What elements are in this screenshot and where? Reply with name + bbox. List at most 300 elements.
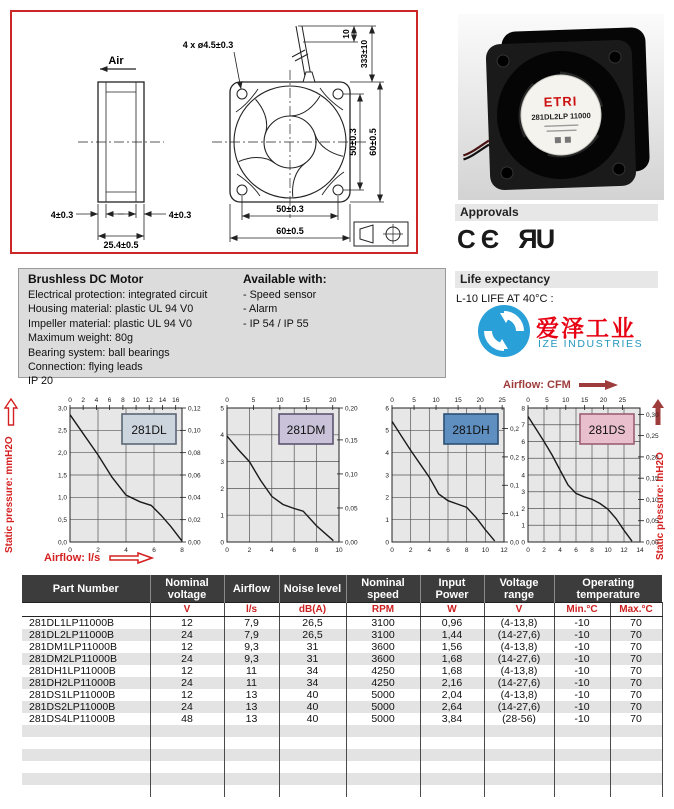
- table-row: [22, 617, 662, 630]
- table-cell: [279, 737, 346, 749]
- chart-281dm: [207, 396, 359, 566]
- approvals-header: Approvals: [455, 204, 658, 221]
- table-cell: 13: [224, 689, 279, 701]
- mmh2o-up-arrow-icon: [3, 397, 19, 427]
- svg-text:4: 4: [558, 547, 562, 554]
- svg-text:0: 0: [68, 547, 72, 554]
- table-row: [22, 677, 662, 689]
- table-cell: [484, 725, 554, 737]
- svg-text:4: 4: [94, 397, 99, 404]
- spec-line: Electrical protection: integrated circuit: [28, 289, 208, 301]
- fan-curve-chart-svg: [508, 396, 660, 566]
- table-cell: 13: [224, 713, 279, 725]
- table-cell: [224, 725, 279, 737]
- table-cell: 70: [610, 665, 662, 677]
- svg-text:2: 2: [81, 397, 85, 404]
- svg-text:0: 0: [521, 539, 525, 547]
- svg-text:0,0: 0,0: [510, 539, 520, 547]
- table-row: [22, 641, 662, 653]
- spec-line: Connection: flying leads: [28, 361, 143, 374]
- available-option: - IP 54 / IP 55: [243, 317, 309, 330]
- table-cell: [554, 749, 610, 761]
- table-cell: 12: [150, 641, 224, 653]
- part-number-cell: 281DM1LP11000B: [29, 641, 117, 653]
- table-cell: 2,64: [420, 701, 484, 713]
- part-number-cell: 281DS2LP11000B: [29, 701, 116, 713]
- table-cell: [346, 749, 420, 761]
- table-cell: 40: [279, 701, 346, 713]
- table-cell: [420, 773, 484, 785]
- table-cell: 26,5: [279, 629, 346, 641]
- ul-recognized-mark: ЯU: [518, 224, 554, 254]
- table-cell: 9,3: [224, 653, 279, 665]
- dim-50-vertical: 50±0.3: [348, 128, 358, 156]
- table-cell: [554, 785, 610, 797]
- svg-text:2: 2: [385, 494, 389, 502]
- table-row: [22, 689, 662, 701]
- table-cell: 12: [150, 665, 224, 677]
- table-cell: -10: [554, 641, 610, 653]
- empty-row: [22, 773, 662, 785]
- svg-text:0: 0: [220, 539, 224, 547]
- spec-lines: [28, 288, 228, 389]
- table-cell: [420, 737, 484, 749]
- table-cell: -10: [554, 653, 610, 665]
- table-cell: [346, 737, 420, 749]
- table-row: [22, 701, 662, 713]
- available-option: - Speed sensor: [243, 289, 317, 301]
- part-number-cell: 281DS1LP11000B: [29, 689, 116, 701]
- svg-text:0,04: 0,04: [188, 494, 201, 502]
- svg-text:0,00: 0,00: [345, 539, 358, 547]
- svg-text:2,0: 2,0: [57, 450, 67, 458]
- table-cell: 9,3: [224, 641, 279, 653]
- table-cell: [420, 725, 484, 737]
- table-cell: 4250: [346, 665, 420, 677]
- fan-curve-chart-svg: [207, 396, 359, 566]
- lead-wires: [292, 26, 315, 82]
- table-cell: 13: [224, 701, 279, 713]
- svg-text:0,05: 0,05: [345, 505, 358, 513]
- svg-text:0,02: 0,02: [188, 517, 201, 525]
- chart-281dh: [372, 396, 524, 566]
- svg-text:0,05: 0,05: [646, 518, 659, 526]
- table-cell: 0,96: [420, 617, 484, 630]
- dim-4-left: 4±0.3: [50, 210, 74, 220]
- svg-text:4: 4: [220, 432, 224, 440]
- table-cell: [610, 785, 662, 797]
- part-number-cell: 281DM2LP11000B: [29, 653, 117, 665]
- table-cell: [484, 785, 554, 797]
- svg-text:1: 1: [521, 522, 525, 530]
- air-flow-label: Air: [108, 55, 124, 67]
- svg-text:20: 20: [599, 397, 608, 404]
- table-cell: [224, 749, 279, 761]
- column-header: Part Number: [22, 575, 150, 603]
- svg-text:12: 12: [145, 397, 153, 404]
- fan-model-label: 281DL2LP 11000: [531, 110, 591, 123]
- cfm-arrow-icon: [579, 379, 619, 391]
- table-cell: 24: [150, 677, 224, 689]
- table-cell: 3100: [346, 629, 420, 641]
- svg-text:2: 2: [96, 547, 100, 554]
- svg-text:4: 4: [427, 547, 432, 554]
- svg-text:6: 6: [292, 547, 297, 554]
- table-cell: 70: [610, 653, 662, 665]
- table-cell: (14-27,6): [484, 629, 554, 641]
- chart-label: 281DS: [588, 423, 626, 437]
- table-cell: 24: [150, 629, 224, 641]
- table-cell: (14-27,6): [484, 701, 554, 713]
- performance-table: [22, 575, 663, 797]
- part-number-cell: [22, 737, 150, 749]
- part-number-cell: 281DH2LP11000B: [29, 677, 116, 689]
- unit-cell: [22, 603, 150, 617]
- svg-text:6: 6: [152, 547, 156, 554]
- empty-row: [22, 749, 662, 761]
- svg-text:7: 7: [521, 422, 525, 430]
- part-number-cell: [22, 785, 150, 797]
- svg-text:8: 8: [464, 547, 469, 554]
- svg-text:5: 5: [220, 405, 224, 413]
- table-cell: [610, 749, 662, 761]
- table-cell: [150, 773, 224, 785]
- technical-drawing-panel: [10, 10, 418, 254]
- table-cell: 4250: [346, 677, 420, 689]
- table-cell: -10: [554, 665, 610, 677]
- table-cell: (4-13,8): [484, 617, 554, 630]
- available-options: [243, 288, 443, 331]
- table-row: [22, 713, 662, 725]
- unit-cell: W: [420, 603, 484, 617]
- svg-text:0,12: 0,12: [188, 405, 201, 413]
- svg-text:0: 0: [390, 547, 394, 554]
- ize-logo-icon: [476, 303, 532, 359]
- table-cell: 34: [279, 665, 346, 677]
- dim-50-horizontal: 50±0.3: [276, 204, 304, 214]
- table-cell: 3,84: [420, 713, 484, 725]
- table-cell: [346, 785, 420, 797]
- table-cell: (4-13,8): [484, 665, 554, 677]
- table-cell: [279, 761, 346, 773]
- svg-text:0,30: 0,30: [646, 411, 659, 419]
- dim-60-horizontal: 60±0.5: [276, 226, 304, 236]
- dim-holes: 4 x ø4.5±0.3: [182, 40, 234, 50]
- table-cell: [279, 749, 346, 761]
- table-cell: [484, 737, 554, 749]
- table-cell: 7,9: [224, 629, 279, 641]
- svg-text:10: 10: [132, 397, 140, 404]
- table-cell: 11: [224, 677, 279, 689]
- table-cell: -10: [554, 701, 610, 713]
- table-cell: [150, 761, 224, 773]
- svg-text:8: 8: [521, 405, 525, 413]
- svg-text:10: 10: [481, 547, 489, 554]
- airflow-cfm-axis-label: [503, 379, 619, 391]
- svg-text:0,10: 0,10: [345, 471, 358, 479]
- table-cell: (14-27,6): [484, 653, 554, 665]
- table-header-row: [22, 575, 662, 603]
- column-header: Nominal speed: [346, 575, 420, 603]
- svg-text:8: 8: [180, 547, 184, 554]
- table-cell: [346, 773, 420, 785]
- table-cell: 40: [279, 713, 346, 725]
- fan-photo: [458, 14, 664, 200]
- ce-mark: CЄ: [457, 224, 505, 254]
- table-cell: [279, 725, 346, 737]
- svg-text:2: 2: [521, 505, 525, 513]
- svg-text:6: 6: [446, 547, 450, 554]
- svg-text:10: 10: [335, 547, 343, 554]
- approvals-marks: [457, 224, 553, 255]
- table-cell: 2,16: [420, 677, 484, 689]
- svg-text:2: 2: [220, 485, 224, 493]
- spec-title: Brushless DC Motor: [28, 272, 144, 286]
- table-cell: 5000: [346, 689, 420, 701]
- table-cell: 26,5: [279, 617, 346, 630]
- table-cell: [224, 773, 279, 785]
- spec-line: IP 20: [28, 375, 54, 388]
- unit-cell: Min.°C: [554, 603, 610, 617]
- svg-text:4: 4: [269, 547, 274, 554]
- svg-text:0,2: 0,2: [510, 454, 520, 462]
- spec-line: Bearing system: ball bearings: [28, 346, 170, 359]
- table-cell: [484, 749, 554, 761]
- technical-drawing: [12, 12, 412, 248]
- table-cell: 70: [610, 617, 662, 630]
- ize-logo-chinese: 爱泽工业: [536, 315, 636, 341]
- side-view-dimensions: [76, 204, 166, 240]
- table-cell: [224, 737, 279, 749]
- table-cell: 1,68: [420, 653, 484, 665]
- table-cell: (14-27,6): [484, 677, 554, 689]
- svg-text:0: 0: [68, 397, 72, 404]
- svg-text:0: 0: [390, 397, 394, 404]
- table-cell: 70: [610, 713, 662, 725]
- airflow-cfm-text: Airflow: CFM: [503, 379, 571, 391]
- table-row: [22, 629, 662, 641]
- available-option: - Alarm: [243, 303, 278, 316]
- unit-cell: V: [150, 603, 224, 617]
- table-cell: [150, 749, 224, 761]
- table-cell: 1,68: [420, 665, 484, 677]
- column-header: Nominal voltage: [150, 575, 224, 603]
- unit-cell: Max.°C: [610, 603, 662, 617]
- svg-text:5: 5: [385, 427, 389, 435]
- table-cell: 34: [279, 677, 346, 689]
- svg-text:10: 10: [562, 397, 570, 404]
- svg-text:16: 16: [172, 397, 180, 404]
- part-number-cell: [22, 773, 150, 785]
- fan-curve-chart-svg: [50, 396, 202, 566]
- svg-text:14: 14: [636, 547, 644, 554]
- svg-text:4: 4: [521, 472, 525, 480]
- part-number-cell: 281DL1LP11000B: [29, 617, 115, 629]
- chart-label: 281DM: [286, 423, 326, 437]
- table-cell: 70: [610, 677, 662, 689]
- svg-text:0,10: 0,10: [646, 496, 659, 504]
- svg-text:3,0: 3,0: [57, 405, 67, 413]
- table-cell: 7,9: [224, 617, 279, 630]
- table-cell: [279, 773, 346, 785]
- svg-text:5: 5: [545, 397, 549, 404]
- fan-curve-chart-svg: [372, 396, 524, 566]
- unit-cell: dB(A): [279, 603, 346, 617]
- table-cell: [484, 761, 554, 773]
- table-cell: 5000: [346, 701, 420, 713]
- empty-row: [22, 737, 662, 749]
- svg-text:2: 2: [542, 547, 546, 554]
- svg-text:0,5: 0,5: [57, 517, 67, 525]
- svg-text:4: 4: [124, 547, 128, 554]
- svg-text:14: 14: [158, 397, 167, 404]
- svg-text:8: 8: [314, 547, 319, 554]
- unit-cell: RPM: [346, 603, 420, 617]
- column-header: Voltage range: [484, 575, 554, 603]
- svg-text:15: 15: [581, 397, 589, 404]
- table-cell: [346, 761, 420, 773]
- part-number-cell: 281DL2LP11000B: [29, 629, 115, 641]
- svg-text:0: 0: [526, 547, 530, 554]
- svg-text:25: 25: [618, 397, 627, 404]
- dim-10: 10: [341, 29, 351, 39]
- svg-text:20: 20: [329, 397, 337, 404]
- table-cell: 5000: [346, 713, 420, 725]
- column-header: Operating temperature: [554, 575, 662, 603]
- table-cell: [610, 725, 662, 737]
- table-cell: 1,56: [420, 641, 484, 653]
- column-header: Input Power: [420, 575, 484, 603]
- table-cell: [554, 737, 610, 749]
- svg-text:1,0: 1,0: [57, 494, 67, 502]
- svg-text:3: 3: [521, 489, 525, 497]
- table-cell: [150, 725, 224, 737]
- table-cell: 3600: [346, 641, 420, 653]
- svg-text:15: 15: [454, 397, 462, 404]
- svg-text:12: 12: [500, 547, 508, 554]
- spec-line: Maximum weight: 80g: [28, 332, 134, 345]
- dim-60-vertical: 60±0.5: [368, 128, 378, 156]
- svg-text:0,20: 0,20: [345, 405, 358, 413]
- svg-text:1: 1: [385, 517, 389, 525]
- table-cell: [610, 761, 662, 773]
- svg-text:0,1: 0,1: [510, 511, 520, 519]
- empty-row: [22, 725, 662, 737]
- table-cell: [420, 761, 484, 773]
- table-cell: [150, 785, 224, 797]
- svg-text:5: 5: [521, 455, 525, 463]
- table-cell: [554, 761, 610, 773]
- table-cell: 70: [610, 641, 662, 653]
- svg-text:15: 15: [302, 397, 310, 404]
- svg-text:6: 6: [385, 405, 389, 413]
- right-dimensions: [298, 26, 384, 202]
- svg-text:6: 6: [521, 438, 525, 446]
- svg-text:2,5: 2,5: [57, 427, 67, 435]
- table-cell: (4-13,8): [484, 689, 554, 701]
- svg-text:0,1: 0,1: [510, 482, 520, 490]
- table-cell: [346, 725, 420, 737]
- table-cell: 48: [150, 713, 224, 725]
- table-cell: [554, 773, 610, 785]
- table-cell: 70: [610, 701, 662, 713]
- svg-text:25: 25: [498, 397, 506, 404]
- table-cell: 24: [150, 701, 224, 713]
- column-header: Airflow: [224, 575, 279, 603]
- svg-text:0,15: 0,15: [646, 475, 659, 483]
- table-cell: 24: [150, 653, 224, 665]
- table-cell: 12: [150, 689, 224, 701]
- svg-text:0,06: 0,06: [188, 472, 201, 480]
- svg-text:10: 10: [276, 397, 284, 404]
- static-pressure-inh2o-label: Static pressure: InH2O: [655, 452, 666, 560]
- table-cell: -10: [554, 617, 610, 630]
- svg-text:0,2: 0,2: [510, 425, 520, 433]
- life-expectancy-text: L-10 LIFE AT 40°C :: [456, 293, 554, 305]
- svg-text:0,20: 0,20: [646, 454, 659, 462]
- svg-text:0: 0: [225, 397, 229, 404]
- static-pressure-mmh2o-label: Static pressure: mmH2O: [4, 436, 15, 553]
- svg-text:5: 5: [251, 397, 256, 404]
- svg-text:0,0: 0,0: [57, 539, 67, 547]
- table-cell: 3100: [346, 617, 420, 630]
- svg-text:8: 8: [121, 397, 125, 404]
- table-cell: 70: [610, 689, 662, 701]
- svg-text:20: 20: [476, 397, 484, 404]
- table-cell: -10: [554, 629, 610, 641]
- svg-text:8: 8: [590, 547, 594, 554]
- svg-text:0: 0: [385, 539, 389, 547]
- table-cell: 31: [279, 641, 346, 653]
- svg-text:5: 5: [412, 397, 416, 404]
- svg-text:0,25: 0,25: [646, 433, 659, 441]
- table-cell: 1,44: [420, 629, 484, 641]
- spec-line: Impeller material: plastic UL 94 V0: [28, 317, 193, 330]
- table-cell: [150, 737, 224, 749]
- svg-text:2: 2: [247, 547, 252, 554]
- table-cell: [484, 773, 554, 785]
- part-number-cell: 281DS4LP11000B: [29, 713, 116, 725]
- table-cell: [420, 749, 484, 761]
- table-cell: 2,04: [420, 689, 484, 701]
- part-number-cell: 281DH1LP11000B: [29, 665, 116, 677]
- part-number-cell: [22, 749, 150, 761]
- svg-text:1: 1: [220, 512, 224, 520]
- ize-logo-english: IZE INDUSTRIES: [538, 338, 644, 350]
- svg-text:0,00: 0,00: [646, 539, 659, 547]
- svg-text:12: 12: [620, 547, 628, 554]
- table-cell: 12: [150, 617, 224, 630]
- svg-text:1,5: 1,5: [57, 472, 67, 480]
- unit-cell: V: [484, 603, 554, 617]
- svg-text:2: 2: [408, 547, 413, 554]
- chart-label: 281DL: [131, 423, 167, 437]
- table-cell: 3600: [346, 653, 420, 665]
- table-cell: [610, 737, 662, 749]
- table-cell: 40: [279, 689, 346, 701]
- projection-symbol: [354, 222, 408, 246]
- front-view: [212, 70, 368, 218]
- table-cell: [420, 785, 484, 797]
- svg-text:3: 3: [385, 472, 389, 480]
- chart-label: 281DH: [452, 423, 490, 437]
- dim-333: 333±10: [359, 39, 369, 69]
- svg-text:0: 0: [526, 397, 530, 404]
- svg-text:0: 0: [225, 547, 229, 554]
- spec-line: Housing material: plastic UL 94 V0: [28, 303, 194, 316]
- spec-column-motor: [28, 272, 228, 389]
- empty-row: [22, 785, 662, 797]
